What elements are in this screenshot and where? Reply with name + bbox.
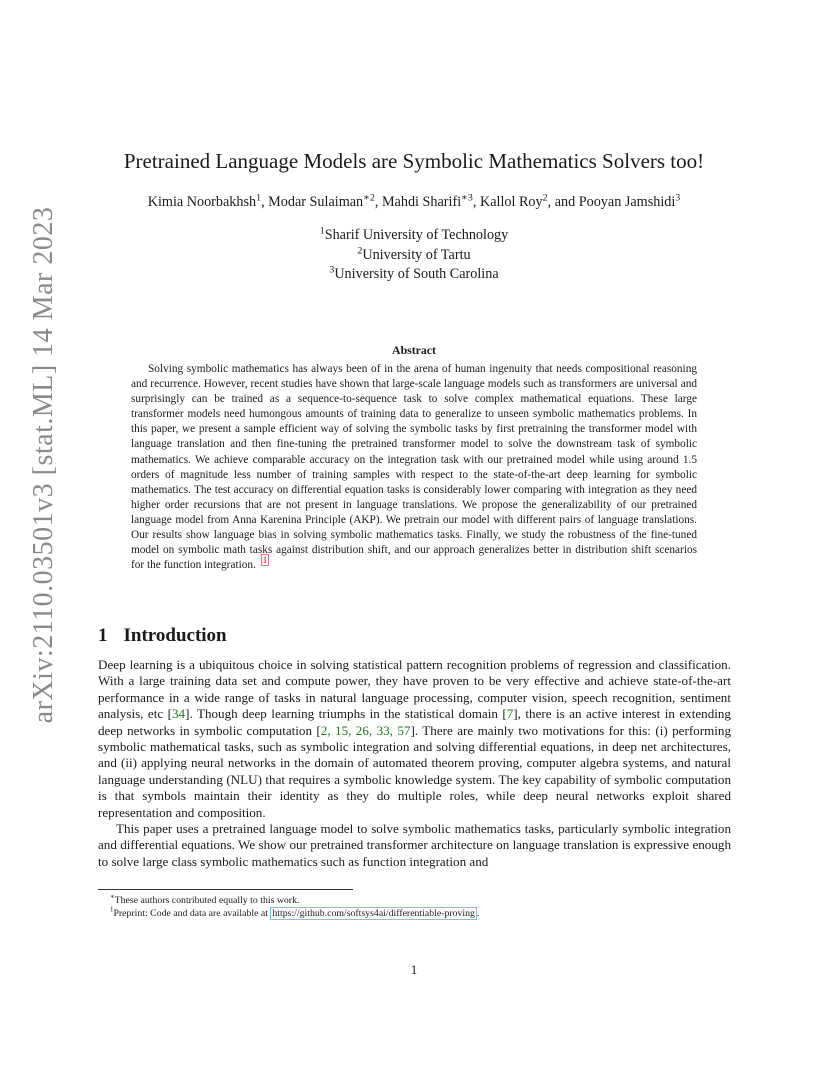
author: Kimia Noorbakhsh$^1$, xyxy=(147,192,269,210)
affiliation-list xyxy=(0,226,828,285)
abstract-text: Solving symbolic mathematics has always been of in the arena of human ingenuity that needs compositional reasoning and recurrence. However, recent studies have shown that large-scale language models such as transformers are universal and surprisingly can be trained as a sequence-to-sequence task to solve complex mathematical equations. These large transformer models need humongous amounts of training data to generalize to unseen symbolic mathematics problems. In this paper, we present a sample efficient way of solving the symbolic tasks by first pretraining the transformer model with language translation and then fine-tuning the pretrained transformer model to solve the downstream task of symbolic mathematics. We achieve comparable accuracy on the integration task with our pretrained model while using around 1.5 orders of magnitude less number of training samples with respect to the state-of-the-art deep learning for symbolic mathematics. The test accuracy on differential equation tasks is considerably lower comparing with integration as they need higher order recursions that are not present in language translations. We propose the generalizability of our pretrained language model from Anna Karenina Principle (AKP). We pretrain our model with different pairs of language translations. Our results show language bias in solving symbolic mathematics tasks. Finally, we study the robustness of the fine-tuned model on symbolic math tasks against distribution shift, and our approach generalizes better in distribution shift scenarios for the function integration. $^1$ xyxy=(131,363,697,572)
footnote-link[interactable]: 1 xyxy=(262,555,268,566)
footnote-rule xyxy=(98,889,353,890)
footnotes xyxy=(98,889,731,920)
code-repository-link[interactable]: https://github.com/softsys4ai/differentiable-proving xyxy=(272,908,475,919)
citation-link[interactable]: 7 xyxy=(506,706,514,722)
author-list xyxy=(0,192,828,212)
author: Kallol Roy$^2$, and xyxy=(479,192,579,210)
citation-link[interactable]: 2, 15, 26, 33, 57 xyxy=(320,722,411,738)
author: Modar Sulaiman$^{∗2}$, xyxy=(268,192,382,210)
footnote: $^1$Preprint: Code and data are available at https://github.com/softsys4ai/differentiable-proving . xyxy=(110,906,480,919)
footnote: ∗These authors contributed equally to this work. xyxy=(110,893,300,906)
arxiv-identifier: arXiv:2110.03501v3 [stat.ML] 14 Mar 2023 xyxy=(28,206,59,724)
page-number: 1 xyxy=(410,962,418,977)
paragraph: This paper uses a pretrained language model to solve symbolic mathematics tasks, particularly symbolic integration and differential equations. We show our pretrained transformer architecture on language translation is expressive enough to solve large class symbolic mathematics such as function integration and xyxy=(98,821,731,869)
section-number: 1 xyxy=(98,625,108,646)
section-title: Introduction xyxy=(123,625,227,646)
section-body xyxy=(98,657,731,870)
citation-link[interactable]: 34 xyxy=(172,706,186,722)
paragraph: Deep learning is a ubiquitous choice in solving statistical pattern recognition problems of regression and classification. With a large training data set and compute power, they have proven to be very effective and achieve state-of-the-art performance in a wide range of tasks in natural language processing, computer vision, speech recognition, sentiment analysis, etc [34]. Though deep learning triumphs in the statistical domain [7], there is an active interest in extending deep networks in symbolic computation [2, 15, 26, 33, 57]. There are mainly two motivations for this: (i) performing symbolic mathematical tasks, such as symbolic integration and solving differential equations, in deep net architectures, and (ii) applying neural networks in the domain of automated theorem proving, computer algebra systems, and natural language understanding (NLU) that requires a symbolic knowledge system. The key capability of symbolic computation is that symbols maintain their identity as they do multiple roles, while deep neural networks exploit shared representation and composition. xyxy=(98,657,732,820)
affiliation: $^3$University of South Carolina xyxy=(329,264,499,282)
affiliation: $^1$Sharif University of Technology xyxy=(319,225,509,243)
paper-title: Pretrained Language Models are Symbolic Mathematics Solvers too! xyxy=(123,149,705,173)
section-heading xyxy=(98,624,227,648)
author: Pooyan Jamshidi$^3$ xyxy=(578,192,681,210)
affiliation: $^2$University of Tartu xyxy=(357,244,471,263)
abstract-heading: Abstract xyxy=(392,343,436,357)
author: Mahdi Sharifi$^{∗3}$, xyxy=(381,192,480,210)
